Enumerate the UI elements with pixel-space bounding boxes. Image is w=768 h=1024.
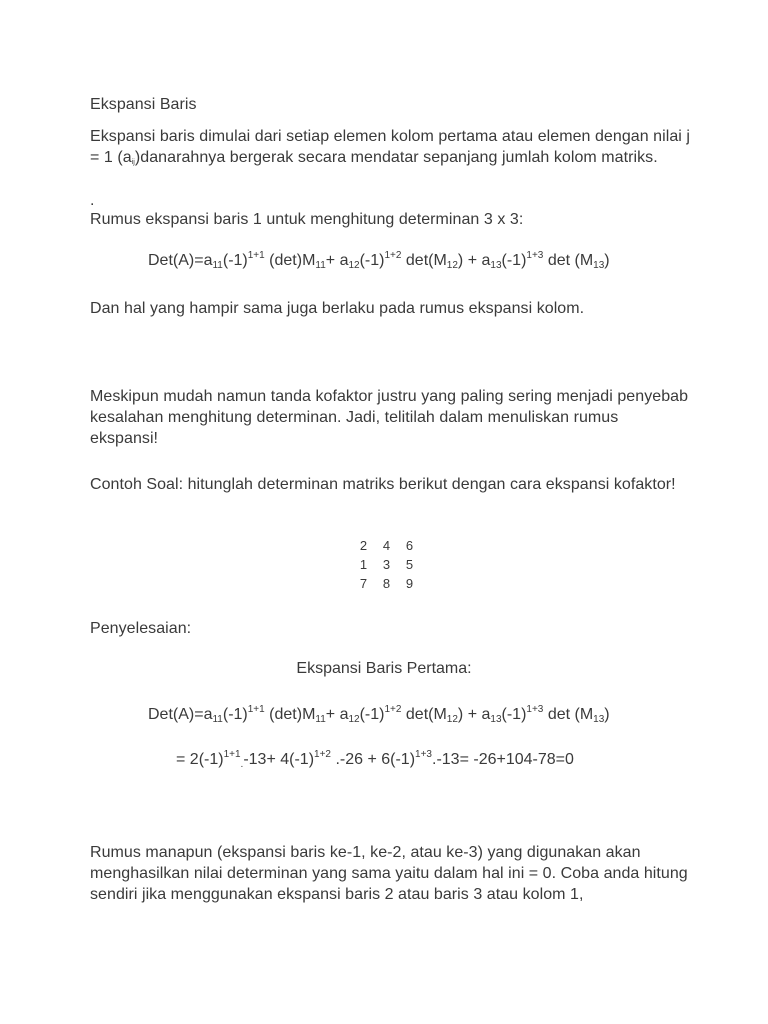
section-heading: Ekspansi Baris <box>90 96 197 113</box>
calc-exp: 1+1 <box>223 749 241 760</box>
formula-sub: 13 <box>490 260 502 271</box>
formula-sub: 11 <box>315 260 326 271</box>
formula-part: (-1) <box>359 706 385 723</box>
matrix-cell: 8 <box>382 576 391 591</box>
intro-text-d: arahnya bergerak secara mendatar sepanjang jumlah kolom matriks. <box>167 149 658 166</box>
calc-part: = 2(-1) <box>176 751 224 768</box>
formula-sub: 13 <box>490 714 502 725</box>
formula-part: det(M <box>401 252 447 269</box>
matrix-cell: 6 <box>405 538 414 553</box>
formula-part: + a <box>325 252 349 269</box>
formula-sub: 12 <box>446 260 458 271</box>
expansion-formula-repeat <box>148 706 610 724</box>
formula-exp: 1+2 <box>384 250 402 261</box>
matrix-cell: 7 <box>359 576 368 591</box>
calc-dot: . <box>240 759 244 770</box>
intro-text-c: dan <box>140 149 168 166</box>
matrix-cell: 4 <box>382 538 391 553</box>
intro-text-b: ) <box>134 149 141 166</box>
formula-part: Det(A)=a <box>148 706 213 723</box>
rumus-intro: Rumus ekspansi baris 1 untuk menghitung determinan 3 x 3: <box>90 211 524 228</box>
formula-part: (-1) <box>222 252 248 269</box>
matrix-row <box>352 536 421 555</box>
intro-paragraph <box>90 126 690 168</box>
intro-text-a: Ekspansi baris dimulai dari setiap elemen kolom pertama atau elemen dengan nilai j = 1 (a <box>90 128 690 166</box>
formula-exp: 1+1 <box>247 704 265 715</box>
calculation-line <box>176 751 574 769</box>
formula-part: det (M <box>543 706 594 723</box>
formula-part: det(M <box>401 706 447 723</box>
formula-sub: 11 <box>212 260 223 271</box>
formula-part: (-1) <box>222 706 248 723</box>
formula-sub: 13 <box>593 714 605 725</box>
warning-paragraph: Meskipun mudah namun tanda kofaktor justru yang paling sering menjadi penyebab kesalahan menghitung determinan. Jadi, telitilah dalam menuliskan rumus ekspansi! <box>90 388 689 447</box>
calc-exp: 1+2 <box>314 749 331 760</box>
formula-part: ) + a <box>457 706 491 723</box>
formula-part: ) <box>604 706 610 723</box>
formula-part: det (M <box>543 252 594 269</box>
closing-paragraph: Rumus manapun (ekspansi baris ke-1, ke-2, atau ke-3) yang digunakan akan menghasilkan nilai determinan yang sama yaitu dalam hal ini = 0. Coba anda hitung sendiri jika menggunakan ekspansi baris 2 atau baris 3 atau kolom 1, <box>90 844 688 903</box>
formula-sub: 11 <box>315 714 326 725</box>
matrix-cell: 9 <box>405 576 414 591</box>
formula-part: + a <box>325 706 349 723</box>
formula-part: Det(A)=a <box>148 252 213 269</box>
example-paragraph: Contoh Soal: hitunglah determinan matriks berikut dengan cara ekspansi kofaktor! <box>90 476 676 493</box>
matrix-row <box>352 555 421 574</box>
calc-exp: 1+3 <box>415 749 432 760</box>
formula-part: (-1) <box>359 252 385 269</box>
formula-part: (-1) <box>501 706 527 723</box>
matrix-cell: 5 <box>405 557 414 572</box>
matrix-cell: 3 <box>382 557 391 572</box>
formula-sub: 13 <box>593 260 605 271</box>
formula-exp: 1+1 <box>247 250 265 261</box>
intro-subscript: ij <box>131 159 135 166</box>
calc-part: .-13= -26+104-78=0 <box>432 751 574 768</box>
formula-part: ) <box>604 252 610 269</box>
formula-part: (det)M <box>264 252 316 269</box>
formula-exp: 1+3 <box>526 250 544 261</box>
calc-part: -13+ 4(-1) <box>243 751 315 768</box>
expansion-formula <box>148 252 610 270</box>
matrix-cell: 1 <box>359 557 368 572</box>
formula-sub: 12 <box>446 714 458 725</box>
solution-label: Penyelesaian: <box>90 620 192 637</box>
formula-part: (det)M <box>264 706 316 723</box>
matrix-row <box>352 574 421 593</box>
formula-sub: 11 <box>212 714 223 725</box>
formula-part: ) + a <box>457 252 491 269</box>
dot-line: . <box>90 192 95 209</box>
formula-exp: 1+3 <box>526 704 544 715</box>
calc-part: .-26 + 6(-1) <box>331 751 416 768</box>
formula-sub: 12 <box>348 260 360 271</box>
matrix <box>352 536 421 593</box>
formula-exp: 1+2 <box>384 704 402 715</box>
kolom-note: Dan hal yang hampir sama juga berlaku pada rumus ekspansi kolom. <box>90 300 585 317</box>
solution-title: Ekspansi Baris Pertama: <box>296 660 472 677</box>
formula-part: (-1) <box>501 252 527 269</box>
matrix-cell: 2 <box>359 538 368 553</box>
formula-sub: 12 <box>348 714 360 725</box>
